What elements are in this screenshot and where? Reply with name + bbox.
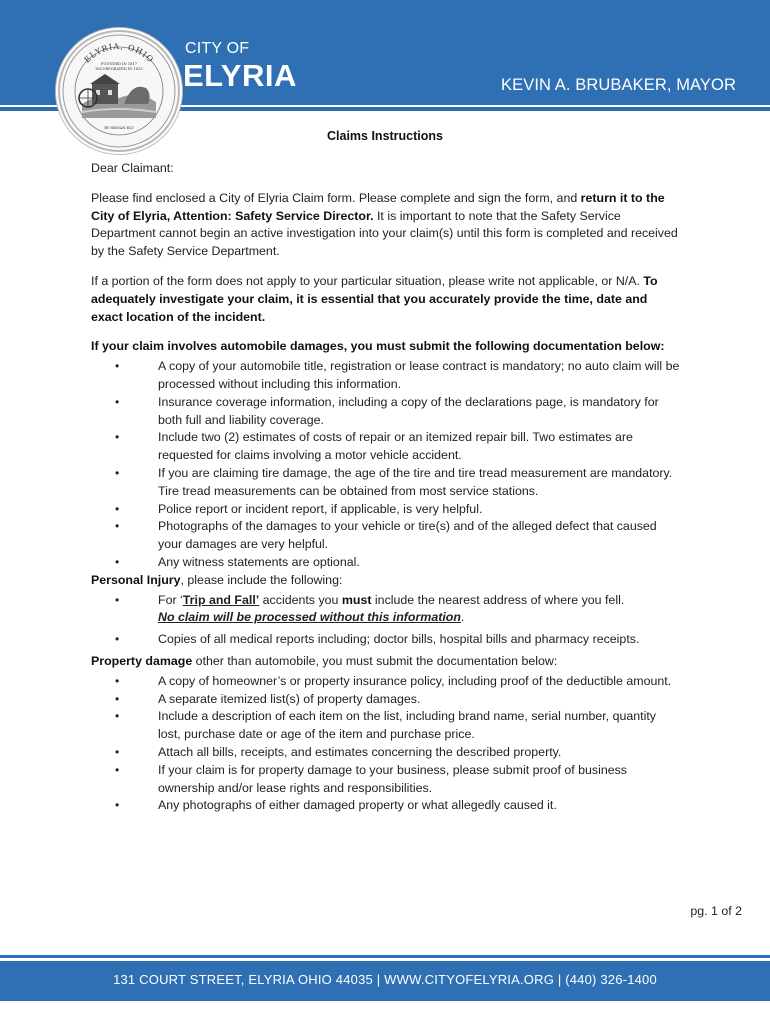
list-item: • Include a description of each item on the list, including brand name, serial number, quantity lost, purchase date or age of the item and purchase price. [91,708,681,744]
list-item: • Copies of all medical reports including; doctor bills, hospital bills and pharmacy receipts. [91,631,681,649]
no-claim-warning: No claim will be processed without this information [158,610,461,625]
intro-text-a: Please find enclosed a City of Elyria Claim form. Please complete and sign the form, and [91,190,581,205]
city-name: ELYRIA [183,58,297,93]
document-title: Claims Instructions [327,129,443,143]
list-item: • A separate itemized list(s) of property damages. [91,691,681,709]
city-of-label: CITY OF [185,40,250,57]
na-text-bold: To adequately investigate your claim, it is essential that you accurately provide the time, date and exact location of the incident. [91,273,658,324]
property-list [91,673,681,815]
list-item: • Any witness statements are optional. [91,554,681,572]
footer-rule [0,955,770,958]
list-item: • Attach all bills, receipts, and estimates concerning the described property. [91,744,681,762]
trip-text-g: . [460,610,465,625]
trip-text-a: For ‘ [158,592,183,607]
property-heading [91,653,681,671]
seal-top-text: ELYRIA, OHIO [82,41,156,65]
list-item [91,592,681,628]
auto-heading [91,338,681,356]
list-item: • Include two (2) estimates of costs of repair or an itemized repair bill. Two estimates are requested for claims involving a motor vehicle accident. [91,429,681,465]
footer-contact: 131 COURT STREET, ELYRIA OHIO 44035 | WWW.CITYOFELYRIA.ORG | (440) 326-1400 [113,972,657,987]
property-heading-bold: Property damage [91,653,193,668]
trip-and-fall-text: Trip and Fall’ [182,592,260,607]
na-text-a: If a portion of the form does not apply to your particular situation, please write not applicable, or N/A. [91,273,644,288]
seal-incorporated-text: INCORPORATED IN 1833 [95,67,143,71]
auto-list [91,358,681,572]
intro-paragraph [91,190,681,261]
trip-text-e: include the nearest address of where you fell. [371,592,625,607]
must-text: must [341,592,372,607]
list-item: • A copy of homeowner’s or property insurance policy, including proof of the deductible amount. [91,673,681,691]
personal-list [91,592,681,649]
na-paragraph [91,273,681,326]
list-item: • Police report or incident report, if applicable, is very helpful. [91,501,681,519]
mayor-name: KEVIN A. BRUBAKER, MAYOR [501,76,736,94]
list-item: • If your claim is for property damage to your business, please submit proof of business ownership and/or lease rights and responsibilities. [91,762,681,798]
intro-text-c: It is important to note that the Safety Service Department cannot begin an active investigation into your claim(s) until this form is completed and received by the Safety Service Department. [91,208,678,259]
list-item: • A copy of your automobile title, registration or lease contract is mandatory; no auto claim will be processed without including this information. [91,358,681,394]
intro-text-bold: return it to the City of Elyria, Attention: Safety Service Director. [91,190,665,223]
trip-text-c: accidents you [259,592,342,607]
list-item: • Any photographs of either damaged property or what allegedly caused it. [91,797,681,815]
document-body [91,160,681,815]
seal-founded-text: FOUNDED IN 1817 [101,62,137,66]
list-item: • Insurance coverage information, including a copy of the declarations page, is mandatory for both full and liability coverage. [91,394,681,430]
salutation: Dear Claimant: [91,161,174,175]
list-item: • If you are claiming tire damage, the age of the tire and tire tread measurement are mandatory. Tire tread measurements can be obtained from most service stations. [91,465,681,501]
page-number: pg. 1 of 2 [690,904,742,918]
seal-motto-text: BY HEMAN ELY [104,126,134,130]
personal-heading-bold: Personal Injury [91,572,181,587]
list-item: • Photographs of the damages to your vehicle or tire(s) and of the alleged defect that caused your damages are very helpful. [91,518,681,554]
personal-heading-rest: , please include the following: [180,572,343,587]
footer-band [0,961,770,1001]
property-heading-rest: other than automobile, you must submit the documentation below: [192,653,558,668]
personal-heading [91,572,681,590]
auto-heading-text: If your claim involves automobile damages, you must submit the following documentation below: [91,339,665,354]
